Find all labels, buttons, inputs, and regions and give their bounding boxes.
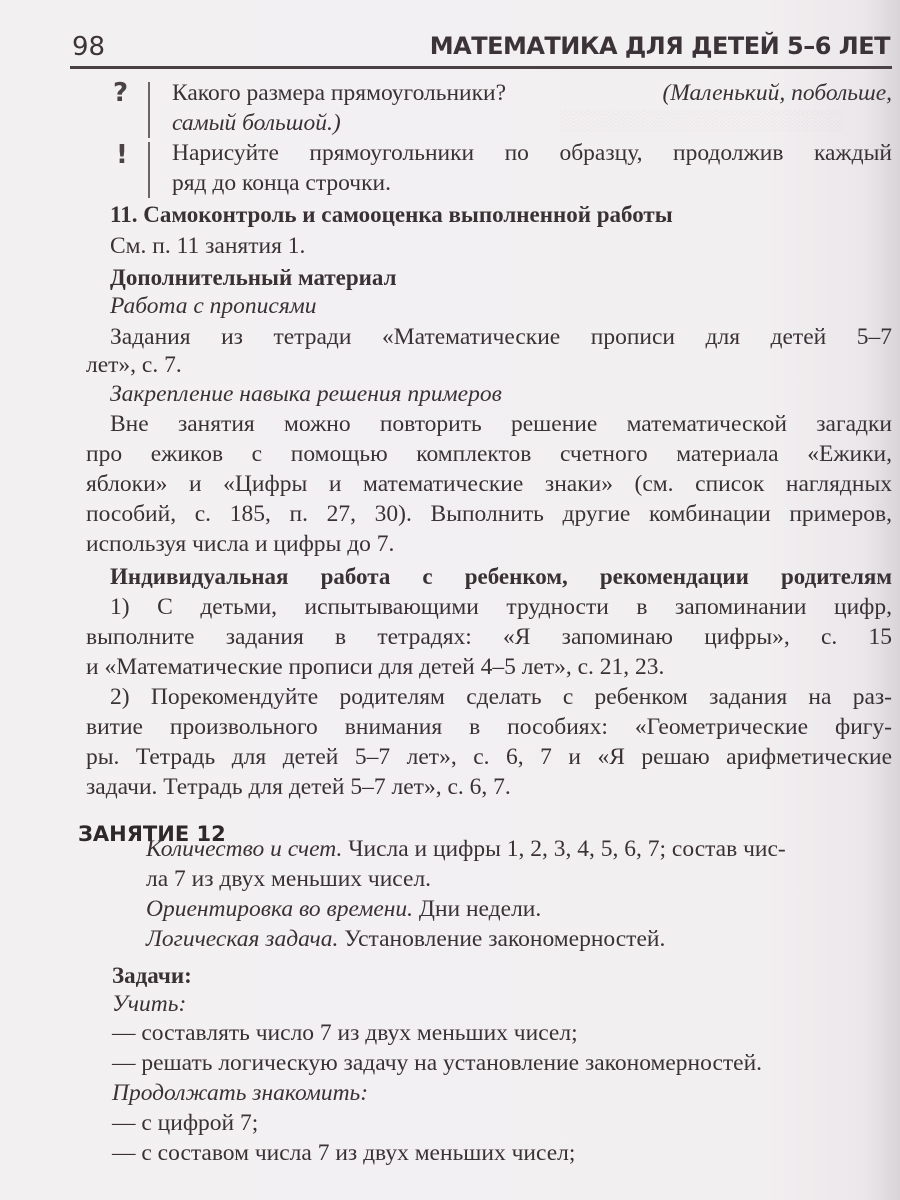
instruction-line-2: ряд до конца строчки. xyxy=(172,170,391,196)
individual-line: 1) С детьми, испытывающими трудности в запоминании цифр, xyxy=(110,594,892,620)
additional-sub2-line: Вне занятия можно повторить решение математической загадки xyxy=(110,411,892,437)
page-header xyxy=(70,26,892,66)
individual-heading: Индивидуальная работа с ребенком, рекомендации родителям xyxy=(110,564,892,589)
running-title: МАТЕМАТИКА ДЛЯ ДЕТЕЙ 5–6 ЛЕТ xyxy=(429,32,890,60)
individual-line: 2) Порекомендуйте родителям сделать с ребенком задания на раз- xyxy=(110,684,892,710)
additional-sub2-line: яблоки» и «Цифры и математические знаки» (см. список наглядных xyxy=(86,471,892,497)
topic-text: Числа и цифры 1, 2, 3, 4, 5, 6, 7; состав чис- xyxy=(348,836,786,862)
topic-label: Ориентировка во времени. xyxy=(146,896,414,922)
page-number: 98 xyxy=(72,32,106,62)
additional-sub1-line-2: лет», с. 7. xyxy=(86,352,182,378)
question-answer: (Маленький, побольше, xyxy=(662,80,892,106)
show-through-text: ░░░░░░░░░░░░░░░░░░░░ xyxy=(560,110,844,132)
topic-line-cont: ла 7 из двух меньших чисел. xyxy=(146,866,432,892)
additional-sub2-line: про ежиков с помощью комплектов счетного материала «Ежики, xyxy=(86,441,892,467)
topic-line xyxy=(146,924,665,954)
section-11-heading: 11. Самоконтроль и самооценка выполненной работы xyxy=(110,202,673,227)
topic-line xyxy=(146,894,541,924)
continue-item: — с составом числа 7 из двух меньших чисел; xyxy=(112,1140,576,1166)
additional-sub1: Работа с прописями xyxy=(110,293,317,319)
lesson-12-title: ЗАНЯТИЕ 12 xyxy=(78,822,226,846)
additional-sub2: Закрепление навыка решения примеров xyxy=(110,381,502,407)
teach-label: Учить: xyxy=(112,991,187,1017)
continue-item: — с цифрой 7; xyxy=(112,1110,259,1136)
additional-sub1-line-1: Задания из тетради «Математические прописи для детей 5–7 xyxy=(110,324,892,350)
question-text: Какого размера прямоугольники? xyxy=(172,80,507,106)
topic-label: Логическая задача. xyxy=(146,926,339,952)
margin-bar xyxy=(148,82,150,138)
topic-text: Дни недели. xyxy=(418,896,542,922)
individual-line: и «Математические прописи для детей 4–5 лет», с. 21, 23. xyxy=(86,654,665,680)
continue-label: Продолжать знакомить: xyxy=(112,1080,369,1106)
additional-sub2-line: используя числа и цифры до 7. xyxy=(86,531,395,557)
individual-line: выполните задания в тетрадях: «Я запоминаю цифры», с. 15 xyxy=(86,624,892,650)
header-rule xyxy=(70,66,892,69)
teach-item: — составлять число 7 из двух меньших чисел; xyxy=(112,1020,578,1046)
additional-sub2-line: пособий, с. 185, п. 27, 30). Выполнить другие комбинации примеров, xyxy=(86,501,892,527)
topic-line xyxy=(146,834,892,864)
question-line-1 xyxy=(172,78,892,108)
section-11-text: См. п. 11 занятия 1. xyxy=(110,233,306,259)
exclamation-mark-icon: ! xyxy=(116,140,128,170)
tasks-heading: Задачи: xyxy=(112,963,192,988)
individual-line: витие произвольного внимания в пособиях: «Геометрические фигу- xyxy=(86,714,892,740)
individual-line: ры. Тетрадь для детей 5–7 лет», с. 6, 7 и «Я решаю арифметические xyxy=(86,744,892,770)
teach-item: — решать логическую задачу на установление закономерностей. xyxy=(112,1050,763,1076)
topic-label: Количество и счет. xyxy=(146,836,343,862)
individual-line: задачи. Тетрадь для детей 5–7 лет», с. 6, 7. xyxy=(86,774,511,800)
additional-heading: Дополнительный материал xyxy=(110,265,397,290)
question-line-2: самый большой.) xyxy=(172,110,341,136)
topic-text: Установление закономерностей. xyxy=(344,926,666,952)
instruction-line-1: Нарисуйте прямоугольники по образцу, продолжив каждый xyxy=(172,140,892,166)
question-mark-icon: ? xyxy=(113,78,129,108)
margin-bar xyxy=(148,142,150,198)
